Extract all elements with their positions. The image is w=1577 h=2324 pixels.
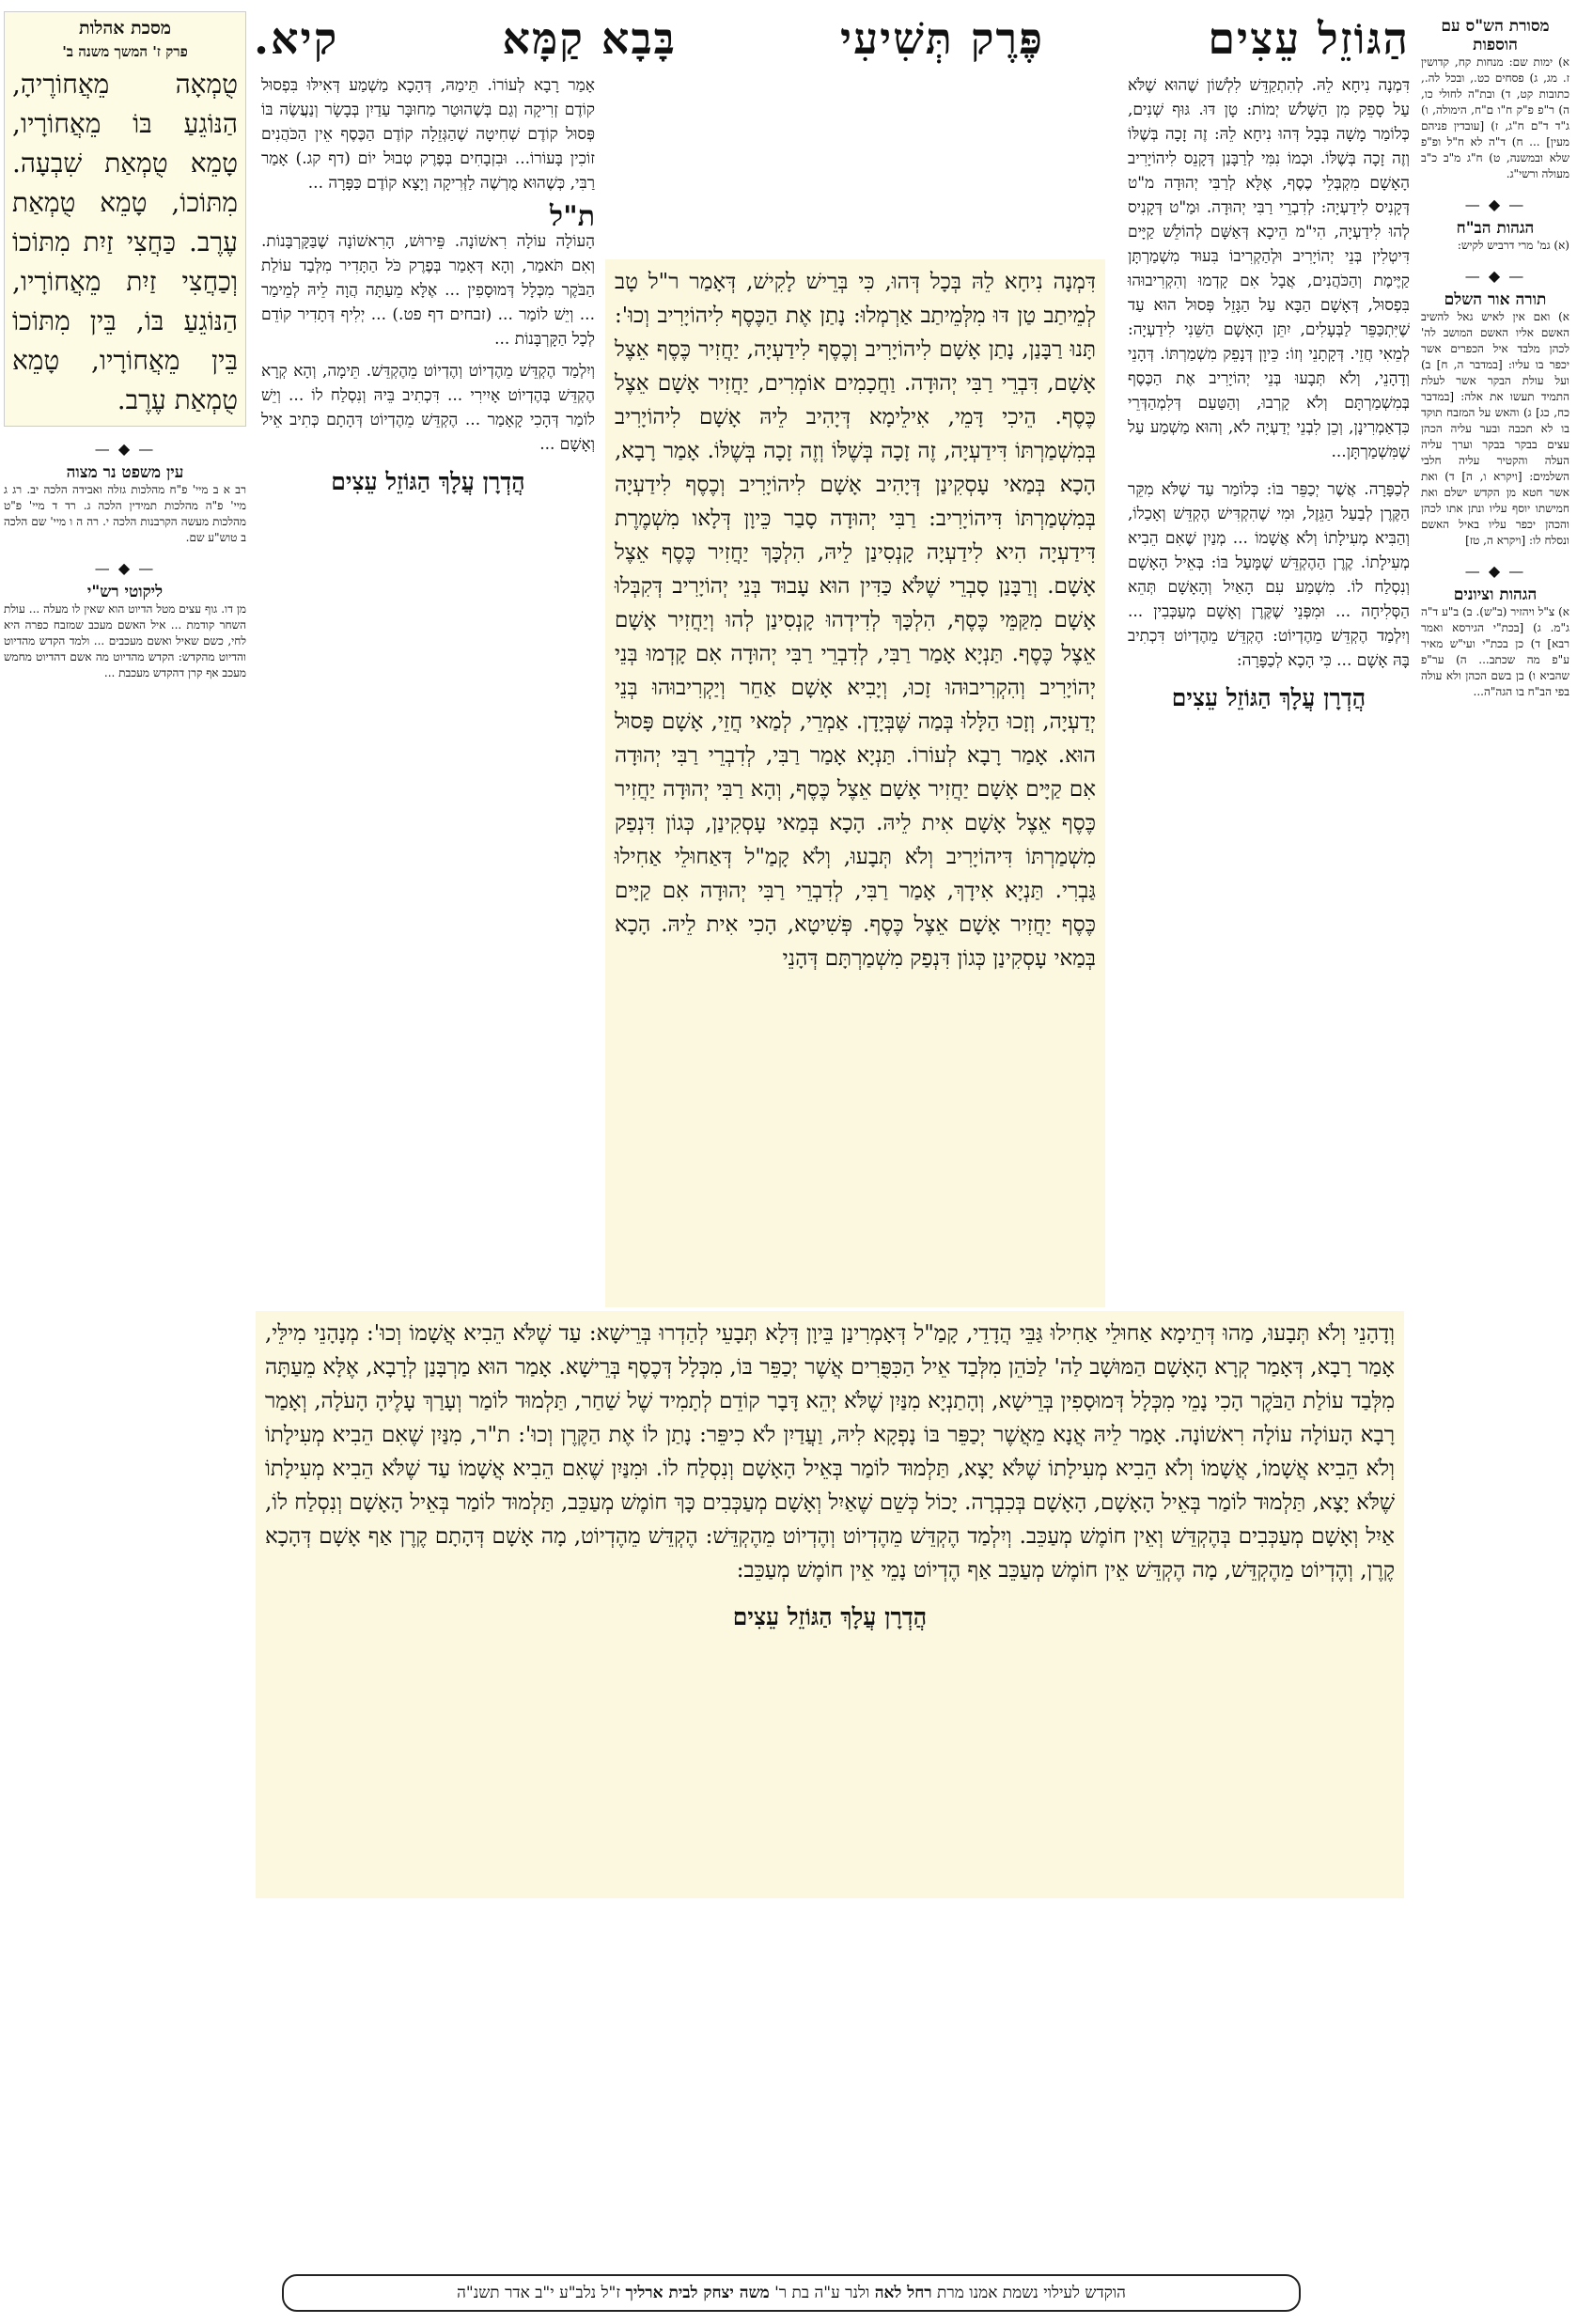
page-header <box>254 11 1410 66</box>
hadran-tosafot: הֲדְרָן עֲלָךְ הַגּוֹזֵל עֵצִים <box>331 468 525 495</box>
torah-or-text: א) ואם אין לאיש גאל להשיב האשם אליו האשם המושב לה' לכהן מלבד איל הכפרים אשר יכפר בו עליו: [במדבר ה, ח] ב) ועל עולת הבקר אשר לעלת התמיד תעשו את אלה: [במדבר כח, כג] ג) והאש על המזבח תוקד בו לא תכבה ובער עליה הכהן עצים בבקר בבקר וערך עליה העלה והקטיר עליה חלבי השלמים: [ויקרא ו, ה] ד) ואת אשר חטא מן הקדש ישלם ואת חמישתו יוסף עליו ונתן אתו לכהן והכהן יכפר עליו באיל האשם ונסלח לו: [ויקרא ה, טז] <box>1421 310 1569 547</box>
tosafot-text-2: הָעוֹלָה עוֹלָה רִאשׁוֹנָה. פֵּירוּשׁ, הָרִאשׁוֹנָה שֶׁבַּקָּרְבָּנוֹת. וְאִם תֹּאמַר, וְהָא דְּאָמַר בְּפֶרֶק כֹּל הַתָּדִיר מִלְּבַד עוֹלַת הַבֹּקֶר מִכְּלָל דְּמוּסָפִין ... אֶלָּא מֵעַתָּה הֲוָה לֵיהּ לְמֵימַר ... וְיֵשׁ לוֹמַר ... (זבחים דף פט.) ... יְלִיף דְּתָדִיר קוֹדֵם לְכָל הַקָּרְבָּנוֹת ... <box>261 232 595 349</box>
footer-mid: ולנר ע"ה בת ר' <box>774 2284 870 2302</box>
rashi-lower-block <box>1128 477 1410 673</box>
mishnah-text: טֻמְאָה מֵאֲחוֹרֶיהָ, הַנּוֹגֵעַ בּוֹ מֵאֲחוֹרָיו, טָמֵא טֻמְאַת שִׁבְעָה. מִתּוֹכוֹ, טָמֵא טֻמְאַת עֶרֶב. כַּחֲצִי זַיִת מִתּוֹכוֹ וְכַחֲצִי זַיִת מֵאֲחוֹרָיו, הַנּוֹגֵעַ בּוֹ, בֵּין מִתּוֹכוֹ בֵּין מֵאֲחוֹרָיו, טָמֵא טֻמְאַת עֶרֶב. <box>12 69 238 415</box>
masoret-title: מסורת הש"ס עם הוספות <box>1441 17 1550 55</box>
gemara-text-lower: וְדָהָנֵי וְלֹא תְּבָעוּ, מַהוּ דְּתֵימָא אַחוּלֵי אַחִילוּ גַּבֵּי הֲדָדֵי, קָמַ"ל דְּאָמְרִינַן בֵּיוָן דְּלָא תְּבָעֵי לְהַדְרוּ בְּרֵישָׁא: עַד שֶׁלֹּא הֵבִיא אֲשָׁמוֹ וְכוּ': מְנָהָנֵי מִילֵּי, אָמַר רָבָא, דְּאָמַר קְרָא הָאָשָׁם הַמּוּשָׁב לַה' לַכֹּהֵן מִלְּבַד אֵיל הַכִּפֻּרִים אֲשֶׁר יְכַפֵּר בּוֹ, מִכְּלָל דְּכֶסֶף בְּרֵישָׁא. אָמַר הוּא מַרְבָּנַן לְרָבָא, אֶלָּא מֵעַתָּה מִלְּבַד עוֹלַת הַבֹּקֶר הָכִי נָמֵי מִכְּלָל דְּמוּסָפִין בְּרֵישָׁא, וְהָתַנְיָא מִנַּיִן שֶׁלֹּא יְהֵא דָּבָר קוֹדֵם לְתָמִיד שֶׁל שַׁחַר, תַּלְמוּד לוֹמַר וְעָרַךְ עָלֶיהָ הָעֹלָה, וְאָמַר רָבָא הָעוֹלָה עוֹלָה רִאשׁוֹנָה. אָמַר לֵיהּ אֲנָא מֵאֲשֶׁר יְכַפֵּר בּוֹ נָפְקָא לִיהּ, וַעֲדַיִן לֹא כִיפֵּר: נָתַן לוֹ אֶת הַקֶּרֶן וְכוּ': ת"ר, מִנַּיִן שֶׁאִם הֵבִיא מְעִילָתוֹ וְלֹא הֵבִיא אֲשָׁמוֹ, אֲשָׁמוֹ וְלֹא הֵבִיא מְעִילָתוֹ שֶׁלֹּא יָצָא, תַּלְמוּד לוֹמַר בְּאֵיל הָאָשָׁם וְנִסְלַח לוֹ. וּמִנַּיִן שֶׁאִם הֵבִיא אֲשָׁמוֹ עַד שֶׁלֹּא הֵבִיא מְעִילָתוֹ שֶׁלֹּא יָצָא, תַּלְמוּד לוֹמַר בְּאֵיל הָאָשָׁם, הָאָשָׁם בְּכִבְרָה. יָכוֹל כְּשֵׁם שֶׁאַיִל וְאָשָׁם מְעַכְּבִים כָּךְ חוֹמֶשׁ מְעַכֵּב, תַּלְמוּד לוֹמַר בְּאֵיל הָאָשָׁם וְנִסְלַח לוֹ, אַיִל וְאָשָׁם מְעַכְּבִים בְּהֶקְדֵּשׁ וְאֵין חוֹמֶשׁ מְעַכֵּב. וְיִלְמַד הֶקְדֵּשׁ מֵהֶדְיוֹט וְהֶדְיוֹט מֵהֶקְדֵּשׁ: הֶקְדֵּשׁ מֵהֶדְיוֹט, מָה אָשָׁם דְּהָתָם קֶרֶן אַף אָשָׁם דְּהָכָא קֶרֶן, וְהֶדְיוֹט מֵהֶקְדֵּשׁ, מָה הֶקְדֵּשׁ אֵין חוֹמֶשׁ מְעַכֵּב אַף הֶדְיוֹט נָמֵי אֵין חוֹמֶשׁ מְעַכֵּב: <box>265 1321 1395 1583</box>
ornament-divider <box>1421 195 1569 213</box>
ornament-divider <box>1421 562 1569 580</box>
left-margin <box>4 11 246 2230</box>
dedication-footer <box>282 2274 1301 2312</box>
right-margin <box>1421 11 1569 2230</box>
torah-or-title: תורה אור השלם <box>1444 290 1547 309</box>
chapter-number: פֶּרֶק תְּשִׁיעִי <box>840 13 1045 64</box>
rashi-text: דִּמְנָה נִיחָא לֵהּ. לְהִתְקַדֵּשׁ לִלְשׁוֹן שֶׁהוּא שֶׁלֹּא עַל סָפֵק מִן הַשָּׁלֹשׁ יְמוֹת: טָן דּוּ. גּוּף שְׁנִים, כְּלוֹמַר מָשָׁה בְּבָל דְּהוּ נִיחָא לֵהּ: זֶה זָכָה בְּשֶׁלּוֹ וְזֶה זָכָה בְּשֶׁלּוֹ. וּכְמוֹ נִמִּי לְרַבָּנַן דְּקָנֵס לִיהוֹיָרִיב הָאָשָׁם מִקְבְּלֵי כֶסֶף, אֶלָּא לְרַבִּי יְהוּדָה מ"ט דְּקָנִיס לִידַעְיָה: לְדִבְרֵי רַבִּי יְהוּדָה. וּמַ"ט דְּקָנִיס לְהוּ לִידַעְיָה, הִי"מ הֵיכָא דְּאַשָּׁם לְהוֹלֵשׁ קַיָּים דִּיטְלִין בְּנֵי יְהוֹיָרִיב וּלְהַקְרִיבוֹ בִּעוּד מִשְׁמַרְתָּן קַיֶּימֶת וְהַכֹּהֲנִים, אֲבָל אִם קָדְמוּ וְהִקְרִיבוּהוּ בִּפְסוּל, דְּאָשָׁם הַבָּא עַל הַגָּזֵל פְּסוּל הוּא עַד שֶׁיִּתְכַּפֵּר לַבְּעָלִים, יִתֵּן הָאָשָׁם הַשֵּׁנִי לִידַעְיָה: לְמֵאִי חֲזֵי. דְּקָתָנֵי וְזוֹ: כֵּיוָן דְּנָפֵק מִשְׁמַרְתּוֹ. דְּהָנֵי וְדָהָנֵי, וְלֹא תְּבָעוּ בְּנֵי יְהוֹיָרִיב אֶת הַכֶּסֶף בְּמִשְׁמַרְתָּם וְלֹא קָרְבוּ, וְהַטַּעַם דְּלִמְהַדְּרֵי כִּדְאַמְרִינָן, וְכֵן לִבְנֵי יְדַעְיָה לֹא, וְהוּא מַשְׁמַע עַל שֶׁמִּשְׁמַרְתָּן... <box>1128 76 1410 461</box>
ornament-divider <box>4 440 246 458</box>
tosafot-heading: ת"ל <box>550 200 595 233</box>
hadran-gemara: הֲדְרָן עֲלָךְ הַגּוֹזֵל עֵצִים <box>732 1603 928 1630</box>
tosafot-column <box>261 73 595 1286</box>
ornament-divider <box>4 559 246 577</box>
gemara-main-upper <box>605 259 1105 1307</box>
footer-name-2: משה יצחק לבית ארליך <box>625 2284 770 2302</box>
likutei-rashi-text: מן דו. גוף עצים מטל הדיוט הוא שאין לו מעלה ... עולת השחר קודמת ... איל האשם מעכב שמזבח כפרה היא לחי, כשם שאיל ואשם מעכבים ... ולמד הקדש מהדיוט והדיוט מהקדש: הקדש מהדיוט מה אשם דהדיוט מחמש מעכב אף קרן דהקדש מעכבת ... <box>4 602 246 679</box>
hagahot-tziyunim-title: הגהות וציונים <box>1453 585 1538 604</box>
footer-name-1: רחל לאה <box>874 2284 932 2302</box>
tosafot-text: אָמַר רָבָא לְעוֹרוֹ. תֵּימַהּ, דְּהָכָא מַשְׁמַע דְּאִילּוּ בִּפְסוּל קוֹדֶם זְרִיקָה וְגַם בְּשֶׁהוּטַר מַחוּבָּר עַדַיִן בְּבָשָׂר וְנַעֲשֶׂה בּוֹ פְּסוּל קוֹדֶם שְׁחִיטָה שֶׁהַגְּזֵלָה קוֹדֶם הַכֶּסֶף אֵין הַכֹּהֲנִים זוֹכִין בָּעוֹרוֹ... וּבִזְבָחִים בְּפֶרֶק טְבוּל יוֹם (דף קג.) אָמַר רַבִּי, כְּשֶׁהוּא מֻרְשֶׁה לַזְּרִיקָה וְיָצָא קוֹדֶם כַּפָּרָה ... <box>261 76 595 193</box>
mishnah-box <box>4 11 246 427</box>
ein-mishpat-text: רב א ב מיי' פ"ח מהלכות גזלה ואבידה הלכה יב. רג ג מיי' פ"ה מהלכות תמידין הלכה ג. רד ד מיי' פ"ט מהלכות מעשה הקרבנות הלכה י. רה ה ו מיי' שם הלכה ב טוש"ע שם. <box>4 483 246 544</box>
tractate-name: בָּבָא קַמָּא <box>502 13 677 64</box>
footer-prefix: הוקדש לעילוי נשמת אמנו מרת <box>937 2284 1126 2302</box>
rashi-lower-text: לְכַפָּרָה. אֲשֶׁר יְכַפֵּר בּוֹ: כְּלוֹמַר עַד שֶׁלֹּא מִקֵּר הַקֶּרֶן לְבַעַל הַגֵּזֶל, וּמִי שֶׁהִקְדִּישׁ הֶקְדֵּשׁ וְאָכַלוֹ, וְהַבִּיא מְעִילָתוֹ וְלֹא אֲשָׁמוֹ ... מְנַיִן שֶׁאִם הֵבִיא מְעִילָתוֹ. קֶרֶן הַהֶקְדֵּשׁ שֶׁמָּעַל בּוֹ: בְּאֵיל הָאָשָׁם וְנִסְלַח לוֹ. מִשְׁמַע עִם הָאַיִל וְהָאָשָׁם תְּהֵא הַסְּלִיחָה ... וּמִפְּנֵי שֶׁקֶּרֶן וְאָשָׁם מְעַכְּבִין ... וְיִלְמַד הֶקְדֵּשׁ מֵהֶדְיוֹט: הֶקְדֵּשׁ מֵהֶדְיוֹט דִּכְתִיב בָּהּ אָשָׁם ... כִּי הָכָא לְכַפָּרָה: <box>1128 480 1410 670</box>
hadran-rashi: הֲדְרָן עֲלָךְ הַגּוֹזֵל עֵצִים <box>1171 684 1366 711</box>
rashi-column <box>1128 73 1410 1290</box>
ein-mishpat-title: עין משפט נר מצוה <box>66 463 184 482</box>
hagahot-title: הגהות הב"ח <box>1456 219 1535 238</box>
hagahot-text: (א) גמ' מרי דרביש לקיש: <box>1457 239 1569 252</box>
gemara-text-upper: דִּמְנָה נִיחָא לֵהּ בְּכָל דְּהוּ, כִּי בְּרֵישׁ לָקִישׁ, דְּאָמַר ר"ל טָב לְמֵיתַב טַן דּוּ מִלְּמֵיתַב אַרְמְלוּ: נָתַן אֶת הַכֶּסֶף לִיהוֹיָרִיב וְכוּ': תָּנוּ רַבָּנַן, נָתַן אָשָׁם לִיהוֹיָרִיב וְכֶסֶף לִידַעְיָה, יַחֲזִיר כֶּסֶף אֵצֶל אָשָׁם, דִּבְרֵי רַבִּי יְהוּדָה. וַחֲכָמִים אוֹמְרִים, יַחֲזִיר אָשָׁם אֵצֶל כֶּסֶף. הֵיכִי דָּמֵי, אִילֵימָא דְּיָהִיב לֵיהּ אָשָׁם לִיהוֹיָרִיב בְּמִשְׁמַרְתּוֹ דִּידַעְיָה, זֶה זָכָה בְּשֶׁלּוֹ וְזֶה זָכָה בְּשֶׁלּוֹ. אָמַר רָבָא, הָכָא בְּמַאי עָסְקִינַן דְּיָהִיב אָשָׁם לִיהוֹיָרִיב וְכֶסֶף לִידַעְיָה בְּמִשְׁמַרְתּוֹ דִּיהוֹיָרִיב: רַבִּי יְהוּדָה סָבַר כֵּיוָן דְּלָאו מִשְׁמֶרֶת דִּידַעְיָה הִיא לִידַעְיָה קָנְסִינַן לֵיהּ, הִלְכָּךְ יַחֲזִיר כֶּסֶף אֵצֶל אָשָׁם. וְרַבָּנַן סָבְרֵי שֶׁלֹּא כַּדִּין הוּא עָבוּד בְּנֵי יְהוֹיָרִיב דְּקִבְּלוּ אָשָׁם מִקַּמֵּי כֶּסֶף, הִלְכָּךְ לְדִידְהוּ קָנְסִינַן לְהוּ וְיַחֲזִיר אָשָׁם אֵצֶל כֶּסֶף. תַּנְיָא אָמַר רַבִּי, לְדִבְרֵי רַבִּי יְהוּדָה אִם קָדְמוּ בְּנֵי יְהוֹיָרִיב וְהִקְרִיבוּהוּ זָכוּ, וְיָבִיא אָשָׁם אַחֵר וְיַקְרִיבוּהוּ בְּנֵי יְדַעְיָה, וְזָכוּ הַלָּלוּ בְּמַה שֶּׁבְּיָדָן. אַמְרֵי, לְמַאי חֲזֵי, אָשָׁם פָּסוּל הוּא. אָמַר רָבָא לְעוֹרוֹ. תַּנְיָא אָמַר רַבִּי, לְדִבְרֵי רַבִּי יְהוּדָה אִם קַיָּים אָשָׁם יַחֲזִיר אָשָׁם אֵצֶל כֶּסֶף, וְהָא רַבִּי יְהוּדָה יַחֲזִיר כֶּסֶף אֵצֶל אָשָׁם אִית לֵיהּ. הָכָא בְּמַאי עָסְקִינַן, כְּגוֹן דִּנְפַק מִשְׁמַרְתּוֹ דִּיהוֹיָרִיב וְלֹא תְּבָעוּ, וְלֹא קָמַ"ל דְּאַחוּלֵי אַחִילוּ גַּבְרִי. תַּנְיָא אִידָךְ, אָמַר רַבִּי, לְדִבְרֵי רַבִּי יְהוּדָה אִם קַיָּים כֶּסֶף יַחֲזִיר אָשָׁם אֵצֶל כֶּסֶף. פְּשִׁיטָא, הָכִי אִית לֵיהּ. הָכָא בְּמַאי עָסְקִינַן כְּגוֹן דִּנְפַק מִשְׁמַרְתָּם דְּהָנֵי <box>615 270 1096 971</box>
gemara-main-lower <box>256 1311 1404 1898</box>
mishnah-reference: פרק ז' המשך משנה ב' <box>62 43 188 60</box>
ornament-divider <box>1421 267 1569 285</box>
masoret-text: א) ימות שם: מנחות קח, קדושין ז. מג, ג) פסחים כט., ובכל לה., כתובות קט, ד) ובת"ה לחולי כו, ה) ר"פ פ"ק ח"ו ם"ח, הימולה, ו) ג"ד ד"ם ח"ג, ז) [עובדין פניהם מעין] ... ח) ד"ה לא ח"ל ופ"פ שלא ובמשנה, ט) ח"ג מ"ב כ"ב מעולה ורשי"ג. <box>1421 55 1569 180</box>
page-number: קיא. <box>254 13 339 64</box>
footer-suffix: ז"ל נלב"ע י"ב אדר תשנ"ה <box>457 2284 621 2302</box>
likutei-rashi-title: ליקוטי רש"י <box>86 583 164 601</box>
mishnah-tractate: מסכת אהלות <box>78 18 172 39</box>
hagahot-tziyunim-text: א) צ"ל ויהזיר (ב"ש). ב) ב"ע ד"ה ג"מ. ג) [בכת"י הגירסא ואמר רבא] ד) כן בכת"י ועי"ש מאיר ע"פ מה שכתב... ה) ער"פ שהביא ו) בן בשם הכהן ולא עולה בפי הב"ח בו הגה"ה... <box>1421 605 1569 698</box>
chapter-name: הַגּוֹזֵל עֵצִים <box>1208 13 1410 64</box>
tosafot-text-3: וְיִלְמַד הֶקְדֵּשׁ מֵהֶדְיוֹט וְהֶדְיוֹט מֵהֶקְדֵּשׁ. תֵּימָה, וְהָא קְרָא הֶקְדֵּשׁ בְּהֶדְיוֹט אָיִירִי ... דִּכְתִיב בֵּיהּ וְנִסְלַח לוֹ ... וְיֵשׁ לוֹמַר דְּהָכִי קָאָמַר ... הֶקְדֵּשׁ מֵהֶדְיוֹט דְּהָתָם כְּתִיב אֵיל וְאָשָׁם ... <box>261 362 595 454</box>
